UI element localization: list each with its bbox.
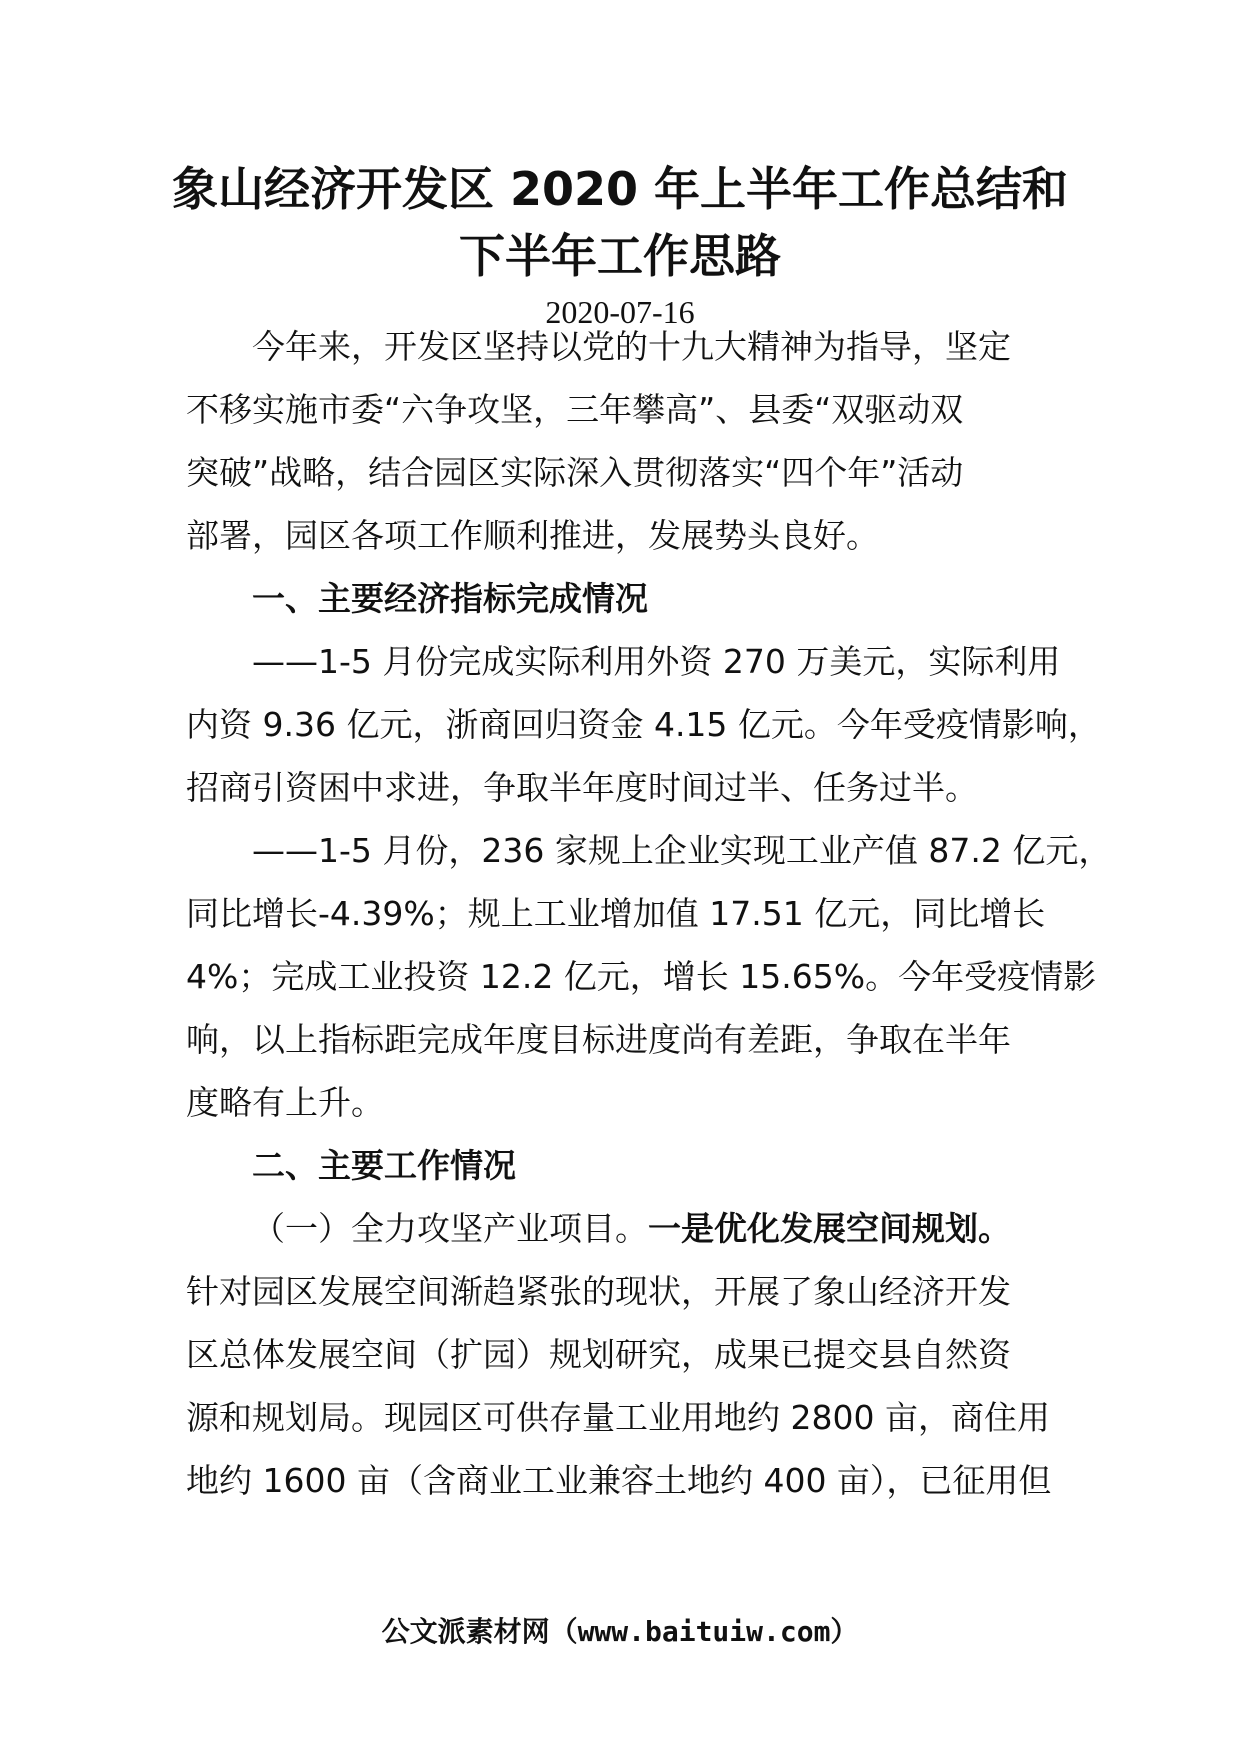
body-line-text: 同比增长-4.39%；规上工业增加值 17.51 亿元，同比增长 — [186, 894, 1046, 933]
body-line-text: 突破”战略，结合园区实际深入贯彻落实“四个年”活动 — [186, 453, 964, 492]
document-body — [186, 315, 1112, 1512]
section-heading — [186, 567, 1066, 630]
document-title-line-2: 下半年工作思路 — [459, 229, 781, 283]
body-line-text: 源和规划局。现园区可供存量工业用地约 2800 亩，商住用 — [186, 1398, 1050, 1437]
body-line — [186, 693, 1101, 756]
body-line — [186, 1449, 1066, 1512]
body-line — [186, 378, 1066, 441]
body-line-text: 地约 1600 亩（含商业工业兼容土地约 400 亩），已征用但 — [186, 1461, 1052, 1500]
body-line — [186, 1386, 1066, 1449]
body-line — [186, 756, 1066, 819]
body-line-text: 今年来，开发区坚持以党的十九大精神为指导，坚定 — [252, 327, 1011, 366]
body-line-text: 4%；完成工业投资 12.2 亿元，增长 15.65%。今年受疫情影 — [186, 957, 1097, 996]
body-line — [186, 1260, 1066, 1323]
body-line-text: 一、主要经济指标完成情况 — [252, 579, 648, 618]
body-line-text: 度略有上升。 — [186, 1083, 384, 1122]
body-line — [186, 1008, 1066, 1071]
body-line — [186, 630, 1066, 693]
body-line-text: 二、主要工作情况 — [252, 1146, 516, 1185]
body-line-bold-text: 一是优化发展空间规划。 — [648, 1209, 1011, 1248]
body-line-text: ——1-5 月份，236 家规上企业实现工业产值 87.2 亿元， — [252, 831, 1112, 870]
body-line — [186, 441, 1066, 504]
body-line-text: 内资 9.36 亿元，浙商回归资金 4.15 亿元。今年受疫情影响， — [186, 705, 1101, 744]
document-title-line-1: 象山经济开发区 2020 年上半年工作总结和 — [171, 162, 1069, 216]
body-line-text: 响，以上指标距完成年度目标进度尚有差距，争取在半年 — [186, 1020, 1011, 1059]
document-date: 2020-07-16 — [545, 294, 695, 330]
section-heading — [186, 1134, 1066, 1197]
body-line — [186, 1071, 1066, 1134]
body-line-text: 招商引资困中求进，争取半年度时间过半、任务过半。 — [186, 768, 978, 807]
body-line — [186, 819, 1112, 882]
body-line — [186, 1323, 1066, 1386]
body-line — [186, 882, 1066, 945]
footer-watermark: 公文派素材网（www.baituiw.com） — [381, 1615, 859, 1648]
body-line-text: 针对园区发展空间渐趋紧张的现状，开展了象山经济开发 — [186, 1272, 1011, 1311]
body-line — [186, 1197, 1066, 1260]
body-line-text: 不移实施市委“六争攻坚，三年攀高”、县委“双驱动双 — [186, 390, 964, 429]
body-line-text: 区总体发展空间（扩园）规划研究，成果已提交县自然资 — [186, 1335, 1011, 1374]
body-line — [186, 945, 1097, 1008]
body-line — [186, 315, 1066, 378]
body-line-text: ——1-5 月份完成实际利用外资 270 万美元，实际利用 — [252, 642, 1061, 681]
body-line-text: 部署，园区各项工作顺利推进，发展势头良好。 — [186, 516, 879, 555]
body-line-text: （一）全力攻坚产业项目。 — [252, 1209, 648, 1248]
body-line — [186, 504, 1066, 567]
